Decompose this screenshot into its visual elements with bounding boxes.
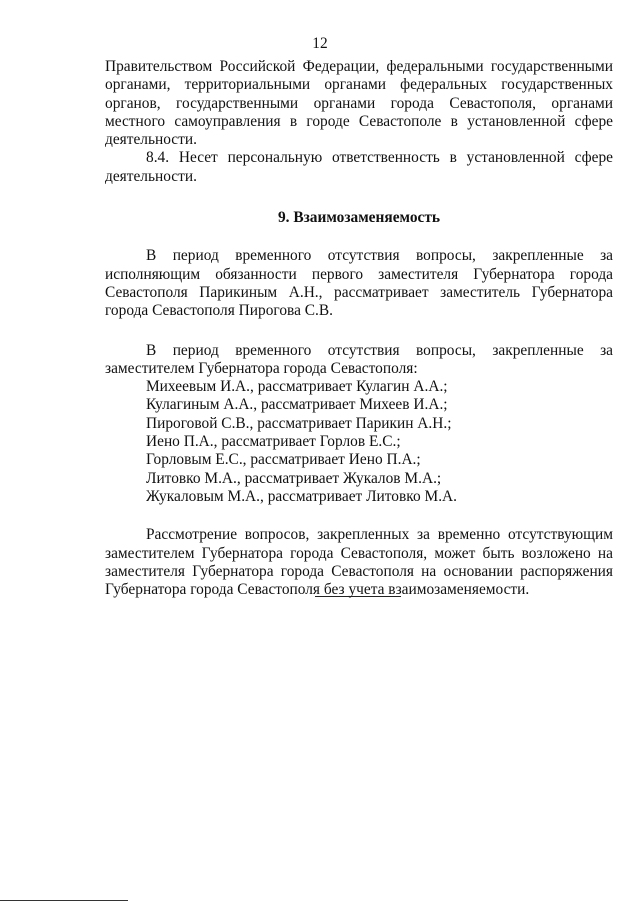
list-item: Литовко М.А., рассматривает Жукалов М.А.; bbox=[146, 469, 442, 487]
spacer bbox=[105, 506, 613, 526]
list-item: Горловым Е.С., рассматривает Иено П.А.; bbox=[146, 451, 421, 469]
item-8-4-paragraph: 8.4. Несет персональную ответственность в установленной сфере деятельности. bbox=[105, 149, 613, 185]
document-body bbox=[105, 58, 613, 599]
section9-paragraph-3: Рассмотрение вопросов, закрепленных за временно отсутствующим заместителем Губернатора города Севастополя, может быть возложено на заместителя Губернатора города Севастополя на основании распоряжения Губернатора города Севастополя без учета взаимозаменяемости. bbox=[105, 526, 613, 599]
page-number: 12 bbox=[312, 35, 328, 52]
page-bottom-rule bbox=[0, 900, 128, 901]
spacer bbox=[105, 186, 613, 209]
list-item: Иено П.А., рассматривает Горлов Е.С.; bbox=[146, 433, 401, 451]
list-item: Жукаловым М.А., рассматривает Литовко М.А. bbox=[146, 487, 457, 505]
substitution-list bbox=[105, 378, 613, 506]
section8-continuation-paragraph: Правительством Российской Федерации, федеральными государственными органами, территориальными органами федеральных государственных органов, государственными органами города Севастополя, органами местного самоуправления в городе Севастополе в установленной сфере деятельности. bbox=[105, 58, 613, 149]
spacer bbox=[105, 227, 613, 247]
section9-heading: 9. Взаимозаменяемость bbox=[277, 209, 441, 227]
section9-paragraph-2-intro: В период временного отсутствия вопросы, закрепленные за заместителем Губернатора города Севастополя: bbox=[105, 341, 613, 377]
list-item: Михеевым И.А., рассматривает Кулагин А.А.; bbox=[146, 378, 448, 396]
list-item: Кулагиным А.А., рассматривает Михеев И.А.; bbox=[146, 396, 448, 414]
spacer bbox=[105, 321, 613, 342]
list-item: Пироговой С.В., рассматривает Парикин А.Н.; bbox=[146, 414, 452, 432]
end-of-document-rule bbox=[315, 596, 401, 597]
section9-paragraph-1: В период временного отсутствия вопросы, закрепленные за исполняющим обязанности первого заместителя Губернатора города Севастополя Парикиным А.Н., рассматривает заместитель Губернатора города Севастополя Пирогова С.В. bbox=[105, 247, 613, 320]
